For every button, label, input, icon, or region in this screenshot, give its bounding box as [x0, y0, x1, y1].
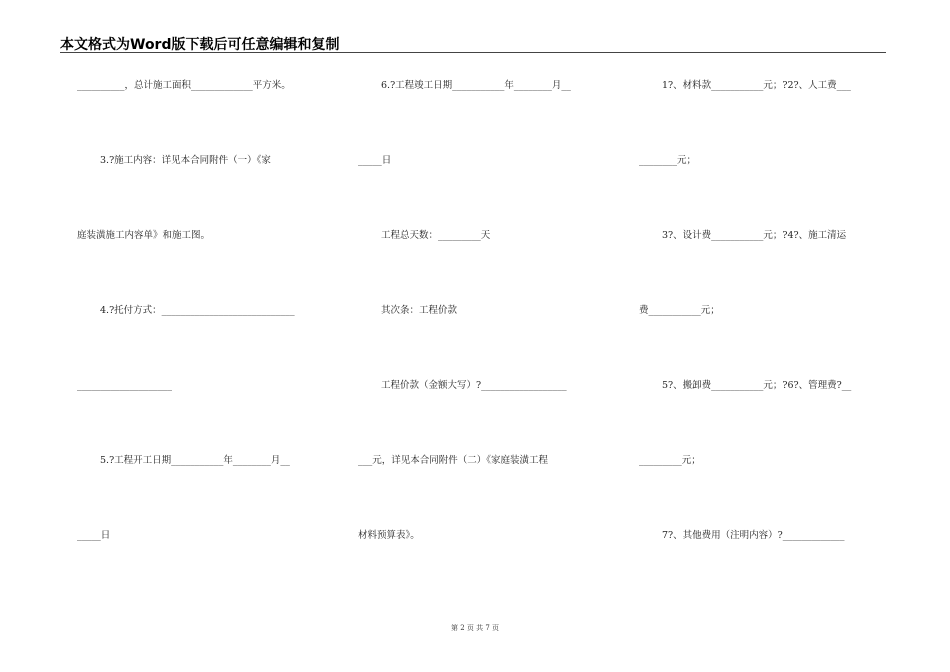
right-line-5: 5?、搬卸费___________元；?6?、管理费?__ [662, 380, 852, 391]
middle-line-7: 材料预算表》。 [358, 530, 420, 541]
middle-line-4: 其次条：工程价款 [381, 305, 458, 316]
left-line-1: __________，总计施工面积_____________平方米。 [77, 80, 291, 91]
middle-line-6: ___元，详见本合同附件（二）《家庭装潢工程 [358, 455, 549, 466]
left-line-3: 庭装潢施工内容单》和施工图。 [77, 230, 211, 241]
middle-line-5: 工程价款（金额大写）?__________________ [381, 380, 567, 391]
right-line-6: _________元； [639, 455, 701, 466]
left-line-6: 5.?工程开工日期___________年________月__ [100, 455, 290, 466]
right-line-2: ________元； [639, 155, 697, 166]
header-divider [60, 52, 886, 53]
left-line-5: ____________________ [77, 380, 172, 391]
left-line-2: 3.?施工内容：详见本合同附件（一）《家 [100, 155, 271, 166]
middle-line-1: 6.?工程竣工日期___________年________月__ [381, 80, 571, 91]
right-line-3: 3?、设计费___________元；?4?、施工清运 [662, 230, 847, 241]
right-line-7: 7?、其他费用（注明内容）?_____________ [662, 530, 845, 541]
right-line-4: 费___________元； [639, 305, 720, 316]
middle-line-2: _____日 [358, 155, 392, 166]
left-line-7: _____日 [77, 530, 111, 541]
document-title: 本文格式为Word版下载后可任意编辑和复制 [60, 37, 340, 53]
right-line-1: 1?、材料款___________元；?2?、人工费___ [662, 80, 851, 91]
middle-line-3: 工程总天数：_________天 [381, 230, 491, 241]
page-number: 第 2 页 共 7 页 [450, 624, 500, 632]
left-line-4: 4.?托付方式：____________________________ [100, 305, 295, 316]
